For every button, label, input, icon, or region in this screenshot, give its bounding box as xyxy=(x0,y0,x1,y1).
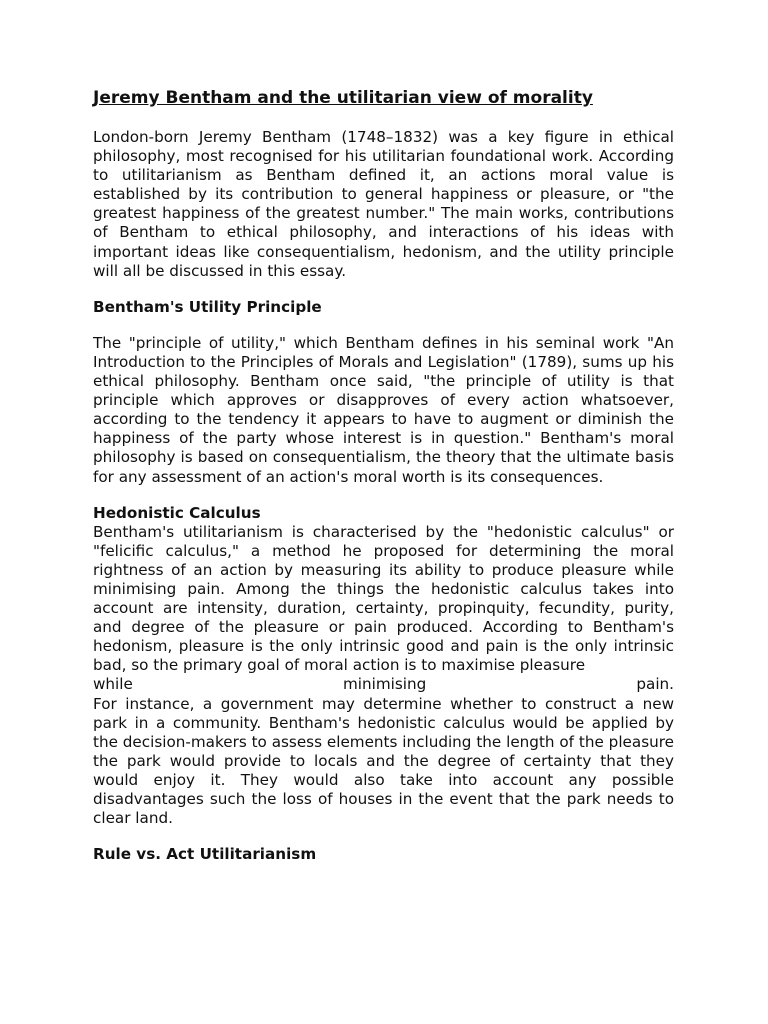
section-heading-utility-principle: Bentham's Utility Principle xyxy=(93,297,322,316)
document-page xyxy=(93,88,674,864)
hedonistic-calculus-last-line: while minimising pain. xyxy=(93,675,674,694)
hedonistic-calculus-paragraph: Bentham's utilitarianism is characterised by the "hedonistic calculus" or "felicific calculus," a method he proposed for determining the moral rightness of an action by measuring its ability to produce pleasure while minimising pain. Among the things the hedonistic calculus takes into account are intensity, duration, certainty, propinquity, fecundity, purity, and degree of the pleasure or pain produced. According to Bentham's hedonism, pleasure is the only intrinsic good and pain is the only intrinsic bad, so the primary goal of moral action is to maximise pleasure xyxy=(93,522,674,675)
document-title: Jeremy Bentham and the utilitarian view of morality xyxy=(93,88,593,108)
section-heading-hedonistic-calculus: Hedonistic Calculus xyxy=(93,503,261,522)
section-heading-rule-vs-act: Rule vs. Act Utilitarianism xyxy=(93,845,317,864)
intro-paragraph: London-born Jeremy Bentham (1748–1832) was a key figure in ethical philosophy, most recognised for his utilitarian foundational work. According to utilitarianism as Bentham defined it, an actions moral value is established by its contribution to general happiness or pleasure, or "the greatest happiness of the greatest number." The main works, contributions of Bentham to ethical philosophy, and interactions of his ideas with important ideas like consequentialism, hedonism, and the utility principle will all be discussed in this essay. xyxy=(93,128,674,280)
utility-principle-paragraph: The "principle of utility," which Bentham defines in his seminal work "An Introduction to the Principles of Morals and Legislation" (1789), sums up his ethical philosophy. Bentham once said, "the principle of utility is that principle which approves or disapproves of every action whatsoever, according to the tendency it appears to have to augment or diminish the happiness of the party whose interest is in question." Bentham's moral philosophy is based on consequentialism, the theory that the ultimate basis for any assessment of an action's moral worth is its consequences. xyxy=(93,333,674,486)
park-example-paragraph: For instance, a government may determine whether to construct a new park in a community. Bentham's hedonistic calculus would be applied by the decision-makers to assess elements including the length of the pleasure the park would provide to locals and the degree of certainty that they would enjoy it. They would also take into account any possible disadvantages such the loss of houses in the event that the park needs to clear land. xyxy=(93,694,674,828)
